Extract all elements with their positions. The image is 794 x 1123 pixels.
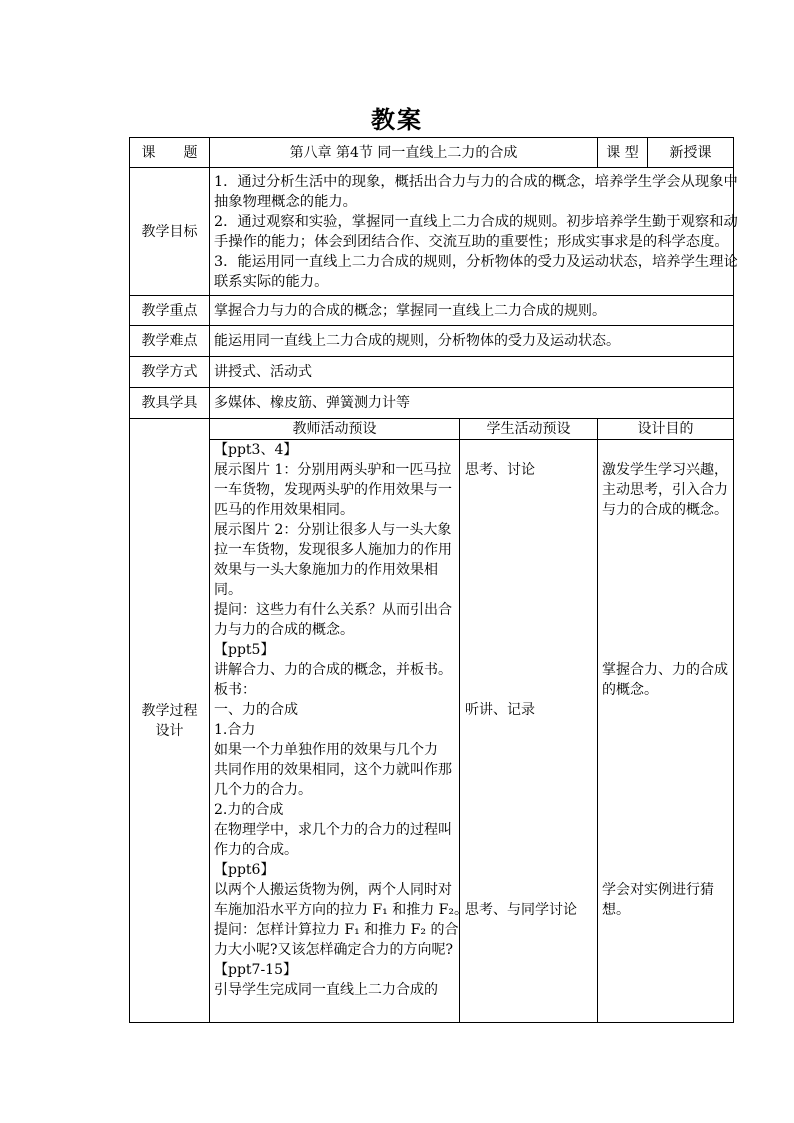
teacher-line: 2.力的合成 <box>214 802 284 818</box>
key-points-label: 教学重点 <box>130 296 210 326</box>
difficulties-label: 教学难点 <box>130 326 210 357</box>
teacher-line: 讲解合力、力的合成的概念，并板书。 <box>214 662 452 678</box>
objective-line: 1．通过分析生活中的现象，概括出合力与力的合成的概念，培养学生学会从现象中 <box>214 173 738 190</box>
purpose-line: 的概念。 <box>602 682 658 698</box>
teacher-line: 提问：怎样计算拉力 F₁ 和推力 F₂ 的合 <box>214 922 459 938</box>
student-item: 听讲、记录 <box>465 702 535 718</box>
teacher-line: 以两个人搬运货物为例，两个人同时对 <box>214 882 452 898</box>
objectives-row <box>130 168 734 296</box>
key-points-row <box>130 296 734 326</box>
teacher-header: 教师活动预设 <box>210 419 460 440</box>
student-activities <box>460 440 598 1023</box>
teacher-line: 【ppt5】 <box>214 642 275 658</box>
process-header-row <box>130 419 734 440</box>
teacher-line: 一、力的合成 <box>214 702 298 718</box>
lesson-type-label: 课 型 <box>598 138 648 168</box>
process-body-row <box>130 440 734 1023</box>
student-header: 学生活动预设 <box>460 419 598 440</box>
teacher-line: 如果一个力单独作用的效果与几个力 <box>214 742 438 758</box>
lesson-plan-table <box>129 137 738 1023</box>
objective-line: 3．能运用同一直线上二力合成的规则，分析物体的受力及运动状态，培养学生理论 <box>214 253 738 270</box>
teacher-line: 拉一车货物，发现很多人施加力的作用 <box>214 542 452 558</box>
teacher-line: 展示图片 2：分别让很多人与一头大象 <box>214 522 452 538</box>
tools-row <box>130 388 734 419</box>
teacher-line: 在物理学中，求几个力的合力的过程叫 <box>214 822 452 838</box>
teacher-line: 效果与一头大象施加力的作用效果相 <box>214 562 438 578</box>
objectives-content <box>210 168 738 296</box>
purpose-line: 学会对实例进行猜 <box>602 882 714 898</box>
topic-label: 课 题 <box>130 138 210 168</box>
tools-label: 教具学具 <box>130 388 210 419</box>
teacher-line: 1.合力 <box>214 722 256 738</box>
teacher-line: 【ppt3、4】 <box>214 442 298 458</box>
objective-line: 联系实际的能力。 <box>214 273 329 290</box>
teacher-line: 作力的合成。 <box>214 842 298 858</box>
teacher-line: 匹马的作用效果相同。 <box>214 502 354 518</box>
difficulties-value: 能运用同一直线上二力合成的规则，分析物体的受力及运动状态。 <box>210 326 734 357</box>
teacher-line: 板书： <box>214 682 256 698</box>
purpose-line: 主动思考，引入合力 <box>602 482 728 498</box>
objective-line: 手操作的能力；体会到团结合作、交流互助的重要性；形成实事求是的科学态度。 <box>214 233 729 250</box>
difficulties-row <box>130 326 734 357</box>
topic-row <box>130 138 734 168</box>
page-title: 教案 <box>371 105 423 134</box>
teacher-line: 【ppt7-15】 <box>214 962 298 978</box>
purpose-header: 设计目的 <box>598 419 734 440</box>
purpose-line: 掌握合力、力的合成 <box>602 662 728 678</box>
student-item: 思考、与同学讨论 <box>465 902 577 918</box>
process-label-line: 教学过程 <box>141 702 198 719</box>
teacher-line: 引导学生完成同一直线上二力合成的 <box>214 982 438 998</box>
purpose-line: 想。 <box>602 902 630 918</box>
teacher-line: 力大小呢?又该怎样确定合力的方向呢? <box>214 942 454 958</box>
teacher-line: 共同作用的效果相同，这个力就叫作那 <box>214 762 452 778</box>
teacher-line: 一车货物，发现两头驴的作用效果与一 <box>214 482 452 498</box>
teacher-line: 【ppt6】 <box>214 862 275 878</box>
teacher-line: 车施加沿水平方向的拉力 F₁ 和推力 F₂。 <box>214 902 469 918</box>
objective-line: 2．通过观察和实验，掌握同一直线上二力合成的规则。初步培养学生勤于观察和动 <box>214 213 738 230</box>
tools-value: 多媒体、橡皮筋、弹簧测力计等 <box>210 388 734 419</box>
method-label: 教学方式 <box>130 357 210 388</box>
teacher-line: 几个力的合力。 <box>214 782 312 798</box>
teacher-line: 提问：这些力有什么关系？从而引出合 <box>214 602 452 618</box>
teacher-line: 力与力的合成的概念。 <box>214 622 354 638</box>
student-item: 思考、讨论 <box>465 462 535 478</box>
process-label <box>130 419 210 1023</box>
key-points-value: 掌握合力与力的合成的概念；掌握同一直线上二力合成的规则。 <box>210 296 734 326</box>
teacher-activities <box>210 440 469 1023</box>
design-purposes <box>598 440 734 1023</box>
method-row <box>130 357 734 388</box>
lesson-type-value: 新授课 <box>648 138 734 168</box>
purpose-line: 与力的合成的概念。 <box>602 502 728 518</box>
topic-value: 第八章 第4节 同一直线上二力的合成 <box>210 138 598 168</box>
objectives-label: 教学目标 <box>130 168 210 296</box>
method-value: 讲授式、活动式 <box>210 357 734 388</box>
purpose-line: 激发学生学习兴趣， <box>602 462 728 478</box>
objective-line: 抽象物理概念的能力。 <box>214 193 357 210</box>
teacher-line: 展示图片 1：分别用两头驴和一匹马拉 <box>214 462 452 478</box>
process-label-line: 设计 <box>155 722 184 739</box>
teacher-line: 同。 <box>214 582 242 598</box>
